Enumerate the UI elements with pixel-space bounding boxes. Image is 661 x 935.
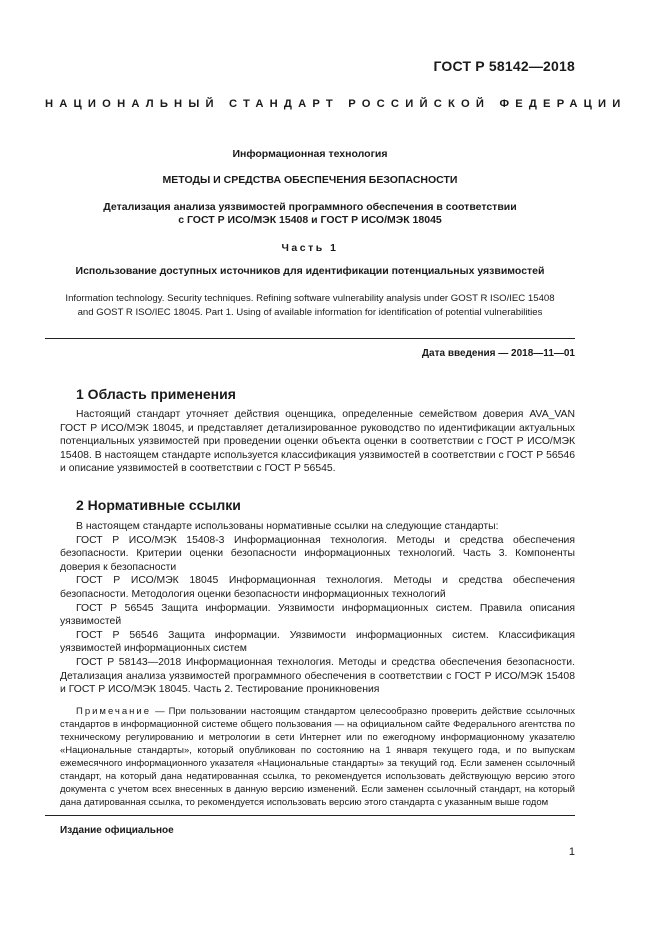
english-title-line-a: Information technology. Security techniques. Refining software vulnerability analysis under GOST R ISO/IEC 15408 (65, 293, 555, 304)
reference-item: ГОСТ Р ИСО/МЭК 18045 Информационная технология. Методы и средства обеспечения безопасности. Методология оценки безопасности информационных технологий (60, 575, 575, 600)
reference-item: ГОСТ Р 56546 Защита информации. Уязвимости информационных систем. Классификация уязвимостей информационных систем (60, 629, 575, 655)
english-title (45, 292, 575, 320)
standard-code: ГОСТ Р 58142—2018 (433, 58, 575, 74)
section-2-body (60, 520, 575, 697)
note-block (60, 705, 575, 809)
section-1-body (60, 408, 575, 476)
note-paragraph (60, 705, 575, 809)
title-line-3a: Детализация анализа уязвимостей программного обеспечения в соответствии (103, 201, 517, 213)
divider-top (45, 338, 575, 339)
divider-bottom (45, 815, 575, 816)
english-title-line-b: and GOST R ISO/IEC 18045. Part 1. Using of available information for identification of potential vulnerabilities (77, 307, 543, 318)
section-2-intro: В настоящем стандарте использованы нормативные ссылки на следующие стандарты: (76, 521, 499, 532)
title-line-1: Информационная технология (232, 148, 388, 160)
effective-date: Дата введения — 2018—11—01 (421, 348, 575, 359)
subtitle: Использование доступных источников для идентификации потенциальных уязвимостей (75, 265, 545, 277)
page-number: 1 (568, 846, 575, 858)
reference-item: ГОСТ Р 56545 Защита информации. Уязвимости информационных систем. Правила описания уязвимостей (60, 602, 575, 628)
note-text: — При пользовании настоящим стандартом целесообразно проверить действие ссылочных стандартов в информационной системе общего пользования — на официальном сайте Федерального агентства по техническому регулированию и метрологии в сети Интернет или по ежегодному информационному указателю «Национальные стандарты», который опубликован по состоянию на 1 января текущего года, и по выпускам ежемесячного информационного указателя «Национальные стандарты» за текущий год. Если заменен ссылочный стандарт, на который дана недатированная ссылка, то рекомендуется использовать действующую версию этого документа с учетом всех внесенных в данную версию изменений. Если заменен ссылочный стандарт, на который дана датированная ссылка, то рекомендуется использовать версию этого стандарта с указанным выше годом (60, 706, 575, 808)
title-line-3 (45, 201, 575, 227)
section-1-heading: 1 Область применения (76, 386, 236, 402)
section-2-heading: 2 Нормативные ссылки (76, 497, 241, 513)
official-edition-label: Издание официальное (60, 825, 174, 836)
note-label: Примечание (76, 706, 151, 717)
title-line-3b: с ГОСТ Р ИСО/МЭК 15408 и ГОСТ Р ИСО/МЭК 18045 (178, 214, 442, 226)
title-line-2: МЕТОДЫ И СРЕДСТВА ОБЕСПЕЧЕНИЯ БЕЗОПАСНОСТИ (162, 174, 458, 186)
reference-item: ГОСТ Р 58143—2018 Информационная технология. Методы и средства обеспечения безопасности. Детализация анализа уязвимостей программного обеспечения в соответствии с ГОСТ Р ИСО/МЭК 15408 и ГОСТ Р ИСО/МЭК 18045. Часть 2. Тестирование проникновения (60, 656, 575, 696)
national-standard-title: НАЦИОНАЛЬНЫЙ СТАНДАРТ РОССИЙСКОЙ ФЕДЕРАЦИИ (45, 98, 627, 110)
section-1-text: Настоящий стандарт уточняет действия оценщика, определенные семейством доверия AVA_VAN ГОСТ Р ИСО/МЭК 18045, и представляет детализированное руководство по идентификации актуальных потенциальных уязвимостей при проведении оценки объекта оценки в соответствии с ГОСТ Р ИСО/МЭК 15408. В настоящем стандарте используется классификация уязвимостей в соответствии с ГОСТ Р 56546 и описание уязвимостей в соответствии с ГОСТ Р 56545. (60, 409, 575, 475)
reference-item: ГОСТ Р ИСО/МЭК 15408-3 Информационная технология. Методы и средства обеспечения безопасности. Критерии оценки безопасности информационных технологий. Часть 3. Компоненты доверия к безопасности (60, 534, 575, 573)
part-label: Часть 1 (281, 242, 339, 254)
